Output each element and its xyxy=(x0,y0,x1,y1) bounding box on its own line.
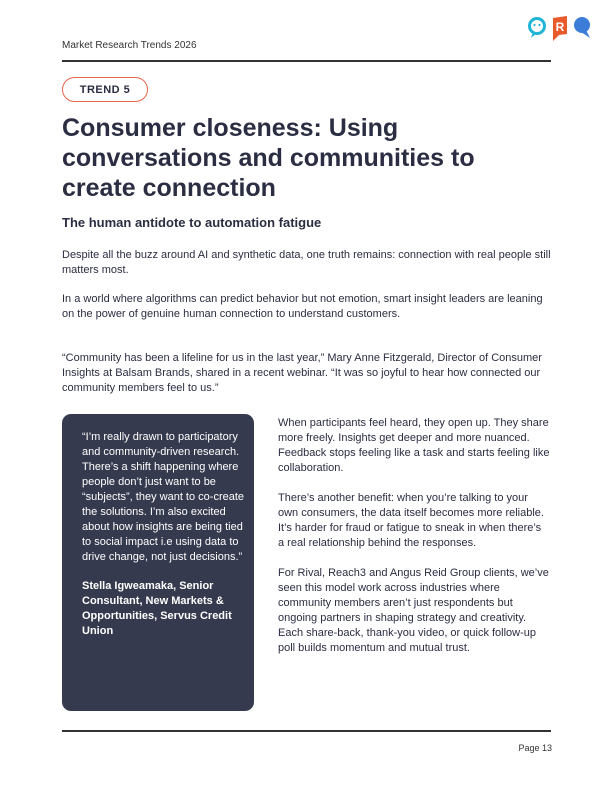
algorithms-paragraph: In a world where algorithms can predict behavior but not emotion, smart insight leaders are leaning on the power of genuine human connection to understand customers. xyxy=(62,293,543,320)
header-title: Market Research Trends 2026 xyxy=(62,40,197,51)
clients-paragraph: For Rival, Reach3 and Angus Reid Group clients, we’ve seen this model work across industries where community members aren’t just respondents but ongoing partners in shaping strategy and creativity. Each share-back, thank-you video, or quick follow-up poll builds momentum and mutual trust. xyxy=(278,567,549,654)
brand-logos xyxy=(526,14,598,42)
right-column xyxy=(278,416,550,671)
pull-quote-card xyxy=(62,414,254,711)
qualtrics-chat-logo-icon xyxy=(530,19,545,39)
section-subtitle: The human antidote to automation fatigue xyxy=(62,215,322,230)
page-number: Page 13 xyxy=(518,743,552,753)
trend-badge: TREND 5 xyxy=(62,77,148,102)
page-title: Consumer closeness: Using conversations and communities to create connection xyxy=(62,114,475,202)
rival-r-logo-icon xyxy=(553,16,567,41)
reach3-bubble-logo-icon xyxy=(574,17,590,38)
pull-quote-text: “I’m really drawn to participatory and community-driven research. There’s a shift happening where people don’t just want to be “subjects”, they want to co-create the solutions. I’m also excited about how insights are being tied to social impact i.e using data to drive change, not just decisions.” xyxy=(82,431,245,563)
participants-paragraph: When participants feel heard, they open up. They share more freely. Insights get deeper and more nuanced. Feedback stops feeling like a task and starts feeling like collaboration. xyxy=(278,417,550,474)
rival-r-letter: R xyxy=(555,20,565,34)
intro-paragraph: Despite all the buzz around AI and synthetic data, one truth remains: connection with real people still matters most. xyxy=(62,249,551,276)
pull-quote-author: Stella Igweamaka, Senior Consultant, New Markets & Opportunities, Servus Credit Union xyxy=(82,580,232,637)
benefit-paragraph: There’s another benefit: when you’re talking to your own consumers, the data itself becomes more reliable. It’s harder for fraud or fatigue to sneak in when there’s a real relationship behind the responses. xyxy=(278,492,544,549)
footer-divider xyxy=(62,730,551,732)
header-divider xyxy=(62,60,551,62)
community-quote-paragraph: “Community has been a lifeline for us in the last year,” Mary Anne Fitzgerald, Director of Consumer Insights at Balsam Brands, shared in a recent webinar. “It was so joyful to hear how connected our community members feel to us.” xyxy=(62,352,542,394)
